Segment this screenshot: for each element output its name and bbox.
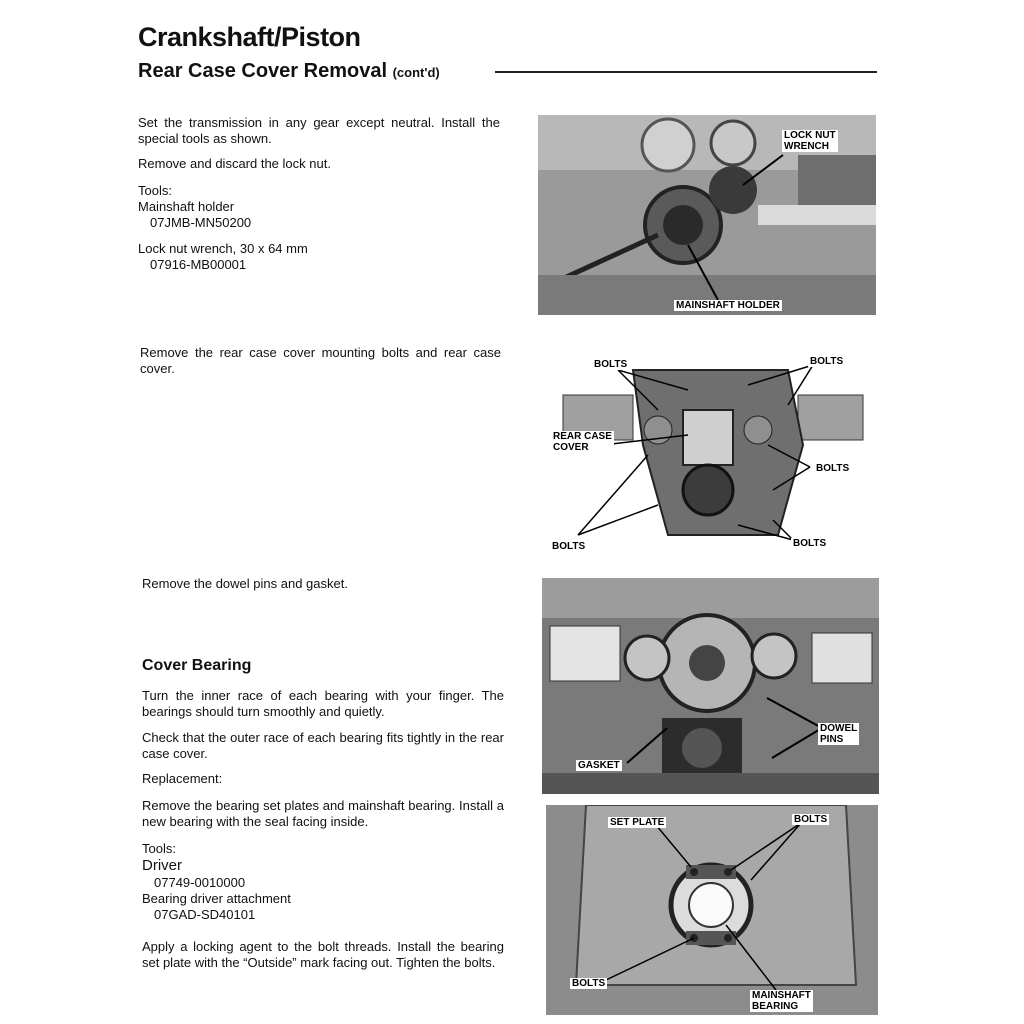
- tool-name: Lock nut wrench, 30 x 64 mm: [138, 241, 308, 256]
- step3-para: Remove the dowel pins and gasket.: [142, 576, 348, 591]
- tool-part-number: 07GAD-SD40101: [154, 907, 256, 922]
- section-title: [138, 60, 440, 83]
- section-title-suffix: (cont'd): [392, 65, 440, 80]
- cover-bearing-para2: Check that the outer race of each bearing fits tightly in the rear case cover.: [142, 730, 504, 761]
- step2-para: Remove the rear case cover mounting bolts and rear case cover.: [140, 345, 501, 376]
- cover-bearing-tools: [142, 841, 504, 923]
- step1-para2: Remove and discard the lock nut.: [138, 156, 331, 171]
- label-set-plate: SET PLATE: [610, 817, 665, 828]
- label-lock-nut-wrench: LOCK NUT WRENCH: [784, 130, 836, 152]
- label-dowel-pins: DOWEL PINS: [820, 723, 858, 745]
- label-bolts: BOLTS: [810, 356, 844, 367]
- label-bolts: BOLTS: [594, 359, 628, 370]
- figure-lock-nut-removal: [538, 115, 876, 315]
- figure-rear-case-cover: [548, 345, 874, 560]
- replacement-label: Replacement:: [142, 771, 223, 786]
- label-bolts: BOLTS: [816, 463, 850, 474]
- tool-name: Bearing driver attachment: [142, 891, 291, 906]
- step1-tools: [138, 183, 500, 273]
- label-rear-case-cover: REAR CASE COVER: [553, 431, 612, 453]
- tools-label: Tools:: [138, 183, 172, 198]
- label-bolts: BOLTS: [794, 814, 828, 825]
- tool-part-number: 07749-0010000: [154, 875, 246, 890]
- label-bolts: BOLTS: [793, 538, 827, 549]
- figure-dowel-pins-gasket: [542, 578, 879, 794]
- figure-bearing-set-plate: [546, 805, 878, 1015]
- label-mainshaft-bearing: MAINSHAFT BEARING: [752, 990, 811, 1012]
- step1-para1: Set the transmission in any gear except neutral. Install the special tools as shown.: [138, 115, 500, 146]
- label-bolts: BOLTS: [572, 978, 606, 989]
- tool-part-number: 07916-MB00001: [150, 257, 247, 272]
- tools-label: Tools:: [142, 841, 176, 856]
- cover-bearing-para1: Turn the inner race of each bearing with your finger. The bearings should turn smoothly and quietly.: [142, 688, 504, 719]
- header-rule: [495, 71, 877, 73]
- label-gasket: GASKET: [578, 760, 620, 771]
- tool-part-number: 07JMB-MN50200: [150, 215, 252, 230]
- section-title-text: Rear Case Cover Removal: [138, 60, 388, 82]
- cover-bearing-heading: Cover Bearing: [142, 657, 252, 674]
- cover-bearing-para3: Remove the bearing set plates and mainshaft bearing. Install a new bearing with the seal facing inside.: [142, 798, 504, 829]
- label-bolts: BOLTS: [552, 541, 586, 552]
- tool-name: Driver: [142, 857, 182, 874]
- tool-name: Mainshaft holder: [138, 199, 235, 214]
- label-mainshaft-holder: MAINSHAFT HOLDER: [676, 300, 780, 311]
- cover-bearing-para4: Apply a locking agent to the bolt threads. Install the bearing set plate with the “Outside” mark facing out. Tighten the bolts.: [142, 939, 504, 970]
- page-title: Crankshaft/Piston: [138, 22, 361, 52]
